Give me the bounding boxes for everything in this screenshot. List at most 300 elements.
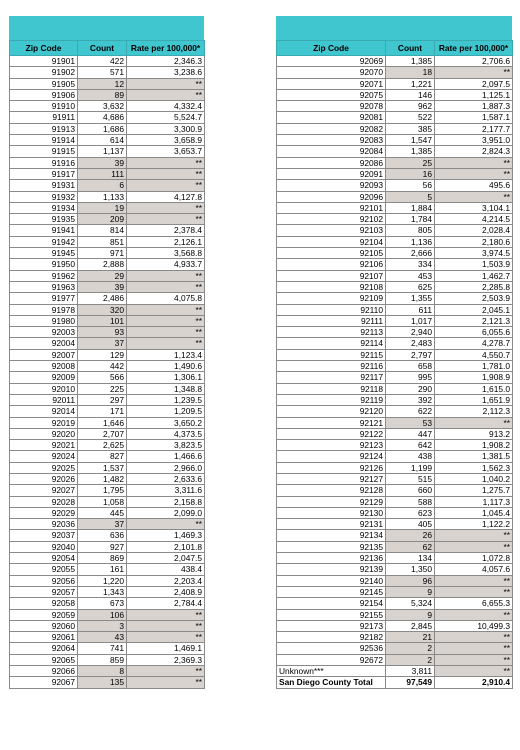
table-row	[10, 462, 205, 473]
rate-cell: 4,933.7	[127, 259, 205, 270]
count-cell: 37	[78, 338, 127, 349]
table-row	[277, 67, 513, 78]
rate-cell: 2,097.5	[435, 78, 513, 89]
count-cell: 1,795	[78, 485, 127, 496]
rate-cell: 1,072.8	[435, 553, 513, 564]
table-row	[10, 327, 205, 338]
count-cell: 851	[78, 236, 127, 247]
table-row	[10, 530, 205, 541]
rate-cell: 2,966.0	[127, 462, 205, 473]
count-cell: 2,845	[386, 620, 435, 631]
zip-code-cell: 91901	[10, 56, 78, 67]
zip-code-cell: 92086	[277, 157, 386, 168]
zip-code-cell: 92066	[10, 666, 78, 677]
table-row	[277, 304, 513, 315]
table-row	[277, 462, 513, 473]
rate-cell: 1,908.9	[435, 372, 513, 383]
table-row	[10, 496, 205, 507]
count-cell: 1,133	[78, 191, 127, 202]
zip-code-cell: 92155	[277, 609, 386, 620]
zip-code-cell: 92122	[277, 428, 386, 439]
unknown-label: Unknown***	[277, 666, 386, 677]
count-cell: 53	[386, 417, 435, 428]
rate-cell: 1,781.0	[435, 361, 513, 372]
table-row	[10, 304, 205, 315]
zip-code-cell: 92117	[277, 372, 386, 383]
zip-code-cell: 91977	[10, 293, 78, 304]
table-row	[10, 406, 205, 417]
table-row	[10, 417, 205, 428]
rate-cell: 1,125.1	[435, 89, 513, 100]
table-row	[10, 180, 205, 191]
count-cell: 805	[386, 225, 435, 236]
zip-code-cell: 92004	[10, 338, 78, 349]
rate-cell: **	[127, 620, 205, 631]
zip-code-cell: 92058	[10, 598, 78, 609]
rate-cell: 3,951.0	[435, 135, 513, 146]
zip-code-cell: 92040	[10, 541, 78, 552]
zip-code-cell: 92054	[10, 553, 78, 564]
zip-code-cell: 92026	[10, 473, 78, 484]
zip-code-cell: 91945	[10, 248, 78, 259]
rate-cell: 1,587.1	[435, 112, 513, 123]
table-row	[277, 361, 513, 372]
rate-cell: 4,214.5	[435, 214, 513, 225]
zip-code-cell: 91915	[10, 146, 78, 157]
rate-cell: **	[127, 78, 205, 89]
table-row	[277, 473, 513, 484]
rate-cell: **	[435, 654, 513, 665]
rate-cell: 3,974.5	[435, 248, 513, 259]
zip-code-cell: 92113	[277, 327, 386, 338]
table-row	[10, 157, 205, 168]
zip-code-cell: 92134	[277, 530, 386, 541]
table-row	[277, 270, 513, 281]
table-row	[10, 67, 205, 78]
count-cell: 1,221	[386, 78, 435, 89]
count-cell: 962	[386, 101, 435, 112]
table-row	[10, 112, 205, 123]
count-cell: 43	[78, 632, 127, 643]
count-cell: 1,385	[386, 146, 435, 157]
count-cell: 1,199	[386, 462, 435, 473]
count-cell: 101	[78, 315, 127, 326]
table-row	[10, 315, 205, 326]
table-row	[10, 609, 205, 620]
rate-cell: **	[435, 632, 513, 643]
zip-code-cell: 91962	[10, 270, 78, 281]
count-cell: 19	[78, 202, 127, 213]
zip-code-cell: 92064	[10, 643, 78, 654]
count-cell: 1,058	[78, 496, 127, 507]
rate-cell: **	[435, 417, 513, 428]
rate-cell: 1,469.1	[127, 643, 205, 654]
zip-code-cell: 92036	[10, 519, 78, 530]
rate-cell: **	[127, 519, 205, 530]
table-row	[277, 530, 513, 541]
rate-cell: 1,275.7	[435, 485, 513, 496]
count-cell: 445	[78, 507, 127, 518]
count-cell: 453	[386, 270, 435, 281]
count-cell: 859	[78, 654, 127, 665]
table-row	[277, 519, 513, 530]
zip-code-cell: 92139	[277, 564, 386, 575]
table-row	[10, 56, 205, 67]
zip-code-cell: 92075	[277, 89, 386, 100]
zip-code-cell: 91916	[10, 157, 78, 168]
count-cell: 614	[78, 135, 127, 146]
rate-cell: 3,653.7	[127, 146, 205, 157]
count-cell: 636	[78, 530, 127, 541]
zip-code-cell: 92065	[10, 654, 78, 665]
count-cell: 611	[386, 304, 435, 315]
table-row	[10, 428, 205, 439]
count-cell: 171	[78, 406, 127, 417]
rate-cell: **	[127, 214, 205, 225]
zip-code-cell: 91942	[10, 236, 78, 247]
table-row	[277, 394, 513, 405]
count-cell: 29	[78, 270, 127, 281]
zip-code-cell: 92145	[277, 586, 386, 597]
count-cell: 1,136	[386, 236, 435, 247]
count-cell: 146	[386, 89, 435, 100]
table-row	[277, 575, 513, 586]
rate-cell: 1,615.0	[435, 383, 513, 394]
count-cell: 623	[386, 507, 435, 518]
zip-code-cell: 91910	[10, 101, 78, 112]
rate-cell: 4,550.7	[435, 349, 513, 360]
table-row	[277, 598, 513, 609]
zip-code-cell: 92107	[277, 270, 386, 281]
table-row	[10, 168, 205, 179]
zip-code-cell: 92081	[277, 112, 386, 123]
count-cell: 1,350	[386, 564, 435, 575]
rate-cell: 1,887.3	[435, 101, 513, 112]
table-row	[277, 349, 513, 360]
zip-code-cell: 91935	[10, 214, 78, 225]
rate-cell: 1,306.1	[127, 372, 205, 383]
table-row	[277, 112, 513, 123]
table-row	[10, 394, 205, 405]
table-row	[10, 214, 205, 225]
rate-cell: 3,104.1	[435, 202, 513, 213]
zip-code-cell: 92128	[277, 485, 386, 496]
rate-cell: 2,099.0	[127, 507, 205, 518]
count-cell: 37	[78, 519, 127, 530]
table-row	[10, 372, 205, 383]
table-row	[10, 451, 205, 462]
table-row	[277, 248, 513, 259]
count-cell: 18	[386, 67, 435, 78]
table-row	[277, 135, 513, 146]
zip-code-cell: 92111	[277, 315, 386, 326]
count-cell: 995	[386, 372, 435, 383]
zip-code-cell: 92056	[10, 575, 78, 586]
rate-cell: 4,057.6	[435, 564, 513, 575]
table-row	[10, 632, 205, 643]
table-row	[10, 349, 205, 360]
zip-code-cell: 92019	[10, 417, 78, 428]
table-row	[277, 168, 513, 179]
table-row	[277, 56, 513, 67]
right-zip-table	[276, 40, 513, 689]
rate-cell: **	[435, 575, 513, 586]
table-row	[277, 440, 513, 451]
zip-code-cell: 92106	[277, 259, 386, 270]
count-cell: 209	[78, 214, 127, 225]
count-cell: 111	[78, 168, 127, 179]
rate-cell: 2,346.3	[127, 56, 205, 67]
rate-cell: 2,408.9	[127, 586, 205, 597]
count-cell: 566	[78, 372, 127, 383]
table-row	[277, 123, 513, 134]
table-row	[277, 202, 513, 213]
rate-cell: 2,706.6	[435, 56, 513, 67]
zip-code-cell: 92120	[277, 406, 386, 417]
table-row	[277, 157, 513, 168]
rate-cell: **	[435, 530, 513, 541]
count-cell: 405	[386, 519, 435, 530]
rate-cell: 495.6	[435, 180, 513, 191]
table-row	[10, 78, 205, 89]
zip-code-cell: 92027	[10, 485, 78, 496]
count-cell: 827	[78, 451, 127, 462]
zip-code-cell: 92060	[10, 620, 78, 631]
rate-cell: 438.4	[127, 564, 205, 575]
rate-cell: 2,824.3	[435, 146, 513, 157]
rate-cell: 4,278.7	[435, 338, 513, 349]
count-cell: 1,220	[78, 575, 127, 586]
table-row	[277, 78, 513, 89]
rate-cell: 913.2	[435, 428, 513, 439]
count-cell: 2,666	[386, 248, 435, 259]
count-cell: 673	[78, 598, 127, 609]
zip-code-cell: 92109	[277, 293, 386, 304]
zip-code-cell: 92116	[277, 361, 386, 372]
count-cell: 4,686	[78, 112, 127, 123]
table-row	[10, 620, 205, 631]
left-zip-table	[9, 40, 205, 689]
count-cell: 62	[386, 541, 435, 552]
unknown-rate: **	[435, 666, 513, 677]
zip-code-cell: 92104	[277, 236, 386, 247]
count-cell: 2,797	[386, 349, 435, 360]
table-row	[277, 507, 513, 518]
count-cell: 3,632	[78, 101, 127, 112]
rate-cell: **	[127, 327, 205, 338]
count-cell: 9	[386, 609, 435, 620]
table-row	[277, 496, 513, 507]
table-row	[277, 259, 513, 270]
count-cell: 625	[386, 281, 435, 292]
rate-cell: 1,045.4	[435, 507, 513, 518]
table-row	[277, 236, 513, 247]
rate-cell: 2,028.4	[435, 225, 513, 236]
zip-code-cell: 92003	[10, 327, 78, 338]
count-cell: 622	[386, 406, 435, 417]
table-row	[10, 598, 205, 609]
zip-code-cell: 92083	[277, 135, 386, 146]
count-cell: 385	[386, 123, 435, 134]
table-row	[277, 586, 513, 597]
table-row	[10, 666, 205, 677]
left-header-row	[10, 41, 205, 56]
rate-cell: 1,462.7	[435, 270, 513, 281]
table-row	[10, 564, 205, 575]
zip-code-cell: 92118	[277, 383, 386, 394]
table-row	[277, 654, 513, 665]
zip-code-cell: 92103	[277, 225, 386, 236]
count-cell: 1,355	[386, 293, 435, 304]
count-cell: 96	[386, 575, 435, 586]
rate-cell: 1,469.3	[127, 530, 205, 541]
table-row	[277, 225, 513, 236]
rate-cell: 2,047.5	[127, 553, 205, 564]
rate-cell: 3,300.9	[127, 123, 205, 134]
table-row	[10, 281, 205, 292]
zip-code-cell: 92126	[277, 462, 386, 473]
rate-cell: 2,378.4	[127, 225, 205, 236]
zip-code-cell: 92119	[277, 394, 386, 405]
count-cell: 392	[386, 394, 435, 405]
zip-code-cell: 91906	[10, 89, 78, 100]
rate-cell: 3,311.6	[127, 485, 205, 496]
count-cell: 2,940	[386, 327, 435, 338]
zip-code-cell: 92135	[277, 541, 386, 552]
table-row	[10, 89, 205, 100]
rate-cell: 3,823.5	[127, 440, 205, 451]
zip-code-cell: 92102	[277, 214, 386, 225]
count-cell: 1,686	[78, 123, 127, 134]
count-cell: 2,483	[386, 338, 435, 349]
rate-cell: **	[127, 180, 205, 191]
table-row	[10, 293, 205, 304]
table-row	[277, 609, 513, 620]
right-header-row	[277, 41, 513, 56]
count-cell: 927	[78, 541, 127, 552]
count-cell: 438	[386, 451, 435, 462]
zip-code-cell: 92014	[10, 406, 78, 417]
count-cell: 320	[78, 304, 127, 315]
zip-code-cell: 92078	[277, 101, 386, 112]
table-row	[277, 180, 513, 191]
county-total-row	[277, 677, 513, 688]
zip-code-cell: 92024	[10, 451, 78, 462]
zip-code-cell: 92010	[10, 383, 78, 394]
table-row	[277, 485, 513, 496]
rate-cell: 1,651.9	[435, 394, 513, 405]
rate-cell: **	[127, 315, 205, 326]
table-row	[277, 281, 513, 292]
zip-code-cell: 92093	[277, 180, 386, 191]
count-cell: 89	[78, 89, 127, 100]
count-cell: 1,343	[78, 586, 127, 597]
rate-cell: **	[127, 338, 205, 349]
zip-code-cell: 91905	[10, 78, 78, 89]
zip-code-cell: 92007	[10, 349, 78, 360]
count-cell: 6	[78, 180, 127, 191]
zip-code-cell: 92091	[277, 168, 386, 179]
zip-code-cell: 92110	[277, 304, 386, 315]
count-cell: 2	[386, 643, 435, 654]
rate-cell: **	[127, 666, 205, 677]
zip-code-cell: 92028	[10, 496, 78, 507]
rate-cell: **	[435, 191, 513, 202]
count-cell: 161	[78, 564, 127, 575]
rate-cell: 1,381.5	[435, 451, 513, 462]
table-row	[10, 519, 205, 530]
count-cell: 26	[386, 530, 435, 541]
count-cell: 1,385	[386, 56, 435, 67]
table-row	[277, 632, 513, 643]
count-cell: 93	[78, 327, 127, 338]
rate-cell: **	[435, 586, 513, 597]
count-cell: 1,646	[78, 417, 127, 428]
table-row	[10, 473, 205, 484]
table-row	[10, 101, 205, 112]
count-cell: 522	[386, 112, 435, 123]
count-cell: 39	[78, 281, 127, 292]
rate-cell: **	[127, 168, 205, 179]
zip-code-cell: 92114	[277, 338, 386, 349]
count-cell: 16	[386, 168, 435, 179]
zip-code-cell: 92131	[277, 519, 386, 530]
zip-code-cell: 92020	[10, 428, 78, 439]
count-cell: 25	[386, 157, 435, 168]
rate-cell: 2,633.6	[127, 473, 205, 484]
zip-code-cell: 92069	[277, 56, 386, 67]
rate-cell: 1,466.6	[127, 451, 205, 462]
header-count: Count	[78, 41, 127, 56]
zip-code-cell: 92021	[10, 440, 78, 451]
header-rate: Rate per 100,000*	[127, 41, 205, 56]
table-row	[10, 361, 205, 372]
unknown-count: 3,811	[386, 666, 435, 677]
count-cell: 12	[78, 78, 127, 89]
count-cell: 106	[78, 609, 127, 620]
table-row	[10, 677, 205, 688]
zip-code-cell: 91978	[10, 304, 78, 315]
rate-cell: **	[435, 67, 513, 78]
rate-cell: **	[435, 643, 513, 654]
zip-code-cell: 92037	[10, 530, 78, 541]
rate-cell: 1,040.2	[435, 473, 513, 484]
zip-code-cell: 92154	[277, 598, 386, 609]
table-row	[10, 202, 205, 213]
rate-cell: 6,055.6	[435, 327, 513, 338]
zip-code-cell: 92029	[10, 507, 78, 518]
table-row	[277, 327, 513, 338]
zip-code-cell: 92084	[277, 146, 386, 157]
table-row	[277, 553, 513, 564]
count-cell: 442	[78, 361, 127, 372]
table-row	[10, 191, 205, 202]
count-cell: 2	[386, 654, 435, 665]
zip-code-cell: 91941	[10, 225, 78, 236]
count-cell: 8	[78, 666, 127, 677]
zip-code-cell: 92105	[277, 248, 386, 259]
count-cell: 5,324	[386, 598, 435, 609]
zip-code-cell: 92061	[10, 632, 78, 643]
table-row	[277, 146, 513, 157]
rate-cell: **	[127, 609, 205, 620]
count-cell: 571	[78, 67, 127, 78]
count-cell: 2,625	[78, 440, 127, 451]
count-cell: 1,547	[386, 135, 435, 146]
rate-cell: 2,503.9	[435, 293, 513, 304]
table-row	[277, 191, 513, 202]
header-zip-code: Zip Code	[10, 41, 78, 56]
